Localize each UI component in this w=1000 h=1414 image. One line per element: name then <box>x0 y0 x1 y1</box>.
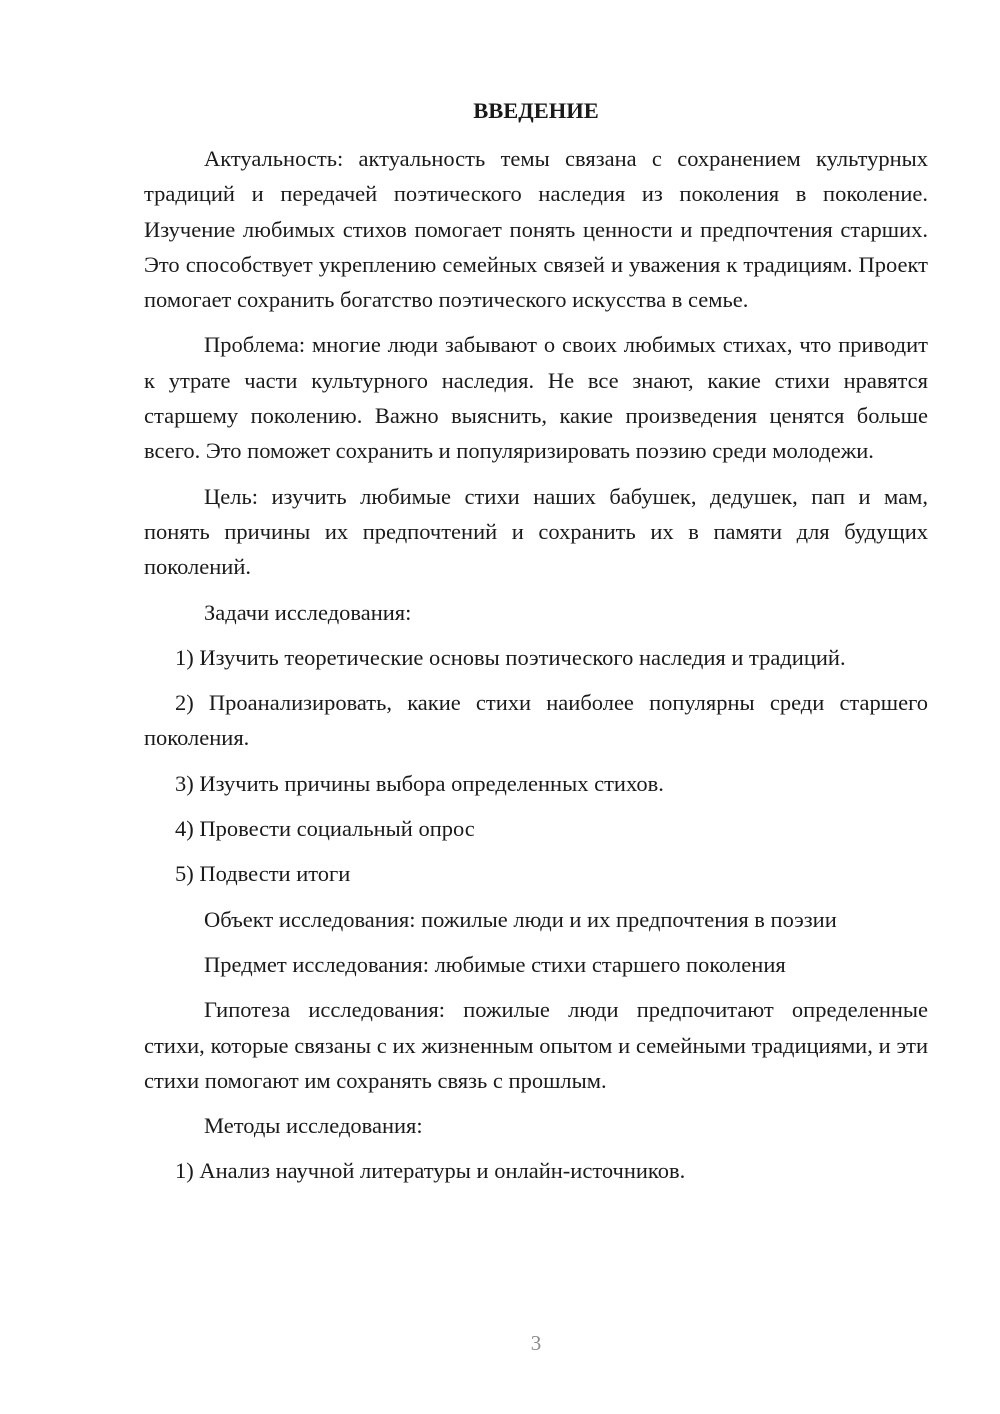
hypothesis-paragraph: Гипотеза исследования: пожилые люди предпочитают определенные стихи, которые связаны с их жизненным опытом и семейными традициями, и эти стихи помогают им сохранять связь с прошлым. <box>144 997 928 1093</box>
tasks-title: Задачи исследования: <box>204 599 412 625</box>
page-number: 3 <box>530 1331 542 1355</box>
page-content <box>144 94 928 1189</box>
method-item: 1) Анализ научной литературы и онлайн-источников. <box>175 1158 686 1184</box>
subject-paragraph: Предмет исследования: любимые стихи старшего поколения <box>204 951 786 977</box>
task-item: 5) Подвести итоги <box>175 861 351 887</box>
goal-paragraph: Цель: изучить любимые стихи наших бабушек, дедушек, пап и мам, понять причины их предпочтений и сохранить их в памяти для будущих поколений. <box>144 483 928 580</box>
methods-title: Методы исследования: <box>204 1113 423 1139</box>
task-item: 1) Изучить теоретические основы поэтического наследия и традиций. <box>175 644 846 670</box>
task-item: 2) Проанализировать, какие стихи наиболее популярны среди старшего поколения. <box>144 690 928 751</box>
problem-paragraph: Проблема: многие люди забывают о своих любимых стихах, что приводит к утрате части культурного наследия. Не все знают, какие стихи нравятся старшему поколению. Важно выяснить, какие произведения ценятся больше всего. Это поможет сохранить и популяризировать поэзию среди молодежи. <box>144 332 928 464</box>
relevance-paragraph: Актуальность: актуальность темы связана с сохранением культурных традиций и передачей поэтического наследия из поколения в поколение. Изучение любимых стихов помогает понять ценности и предпочтения старших. Это способствует укреплению семейных связей и уважения к традициям. Проект помогает сохранить богатство поэтического искусства в семье. <box>144 146 928 313</box>
task-item: 3) Изучить причины выбора определенных стихов. <box>175 770 664 796</box>
task-item: 4) Провести социальный опрос <box>175 816 475 842</box>
object-paragraph: Объект исследования: пожилые люди и их предпочтения в поэзии <box>204 906 837 932</box>
section-heading: ВВЕДЕНИЕ <box>473 98 599 123</box>
